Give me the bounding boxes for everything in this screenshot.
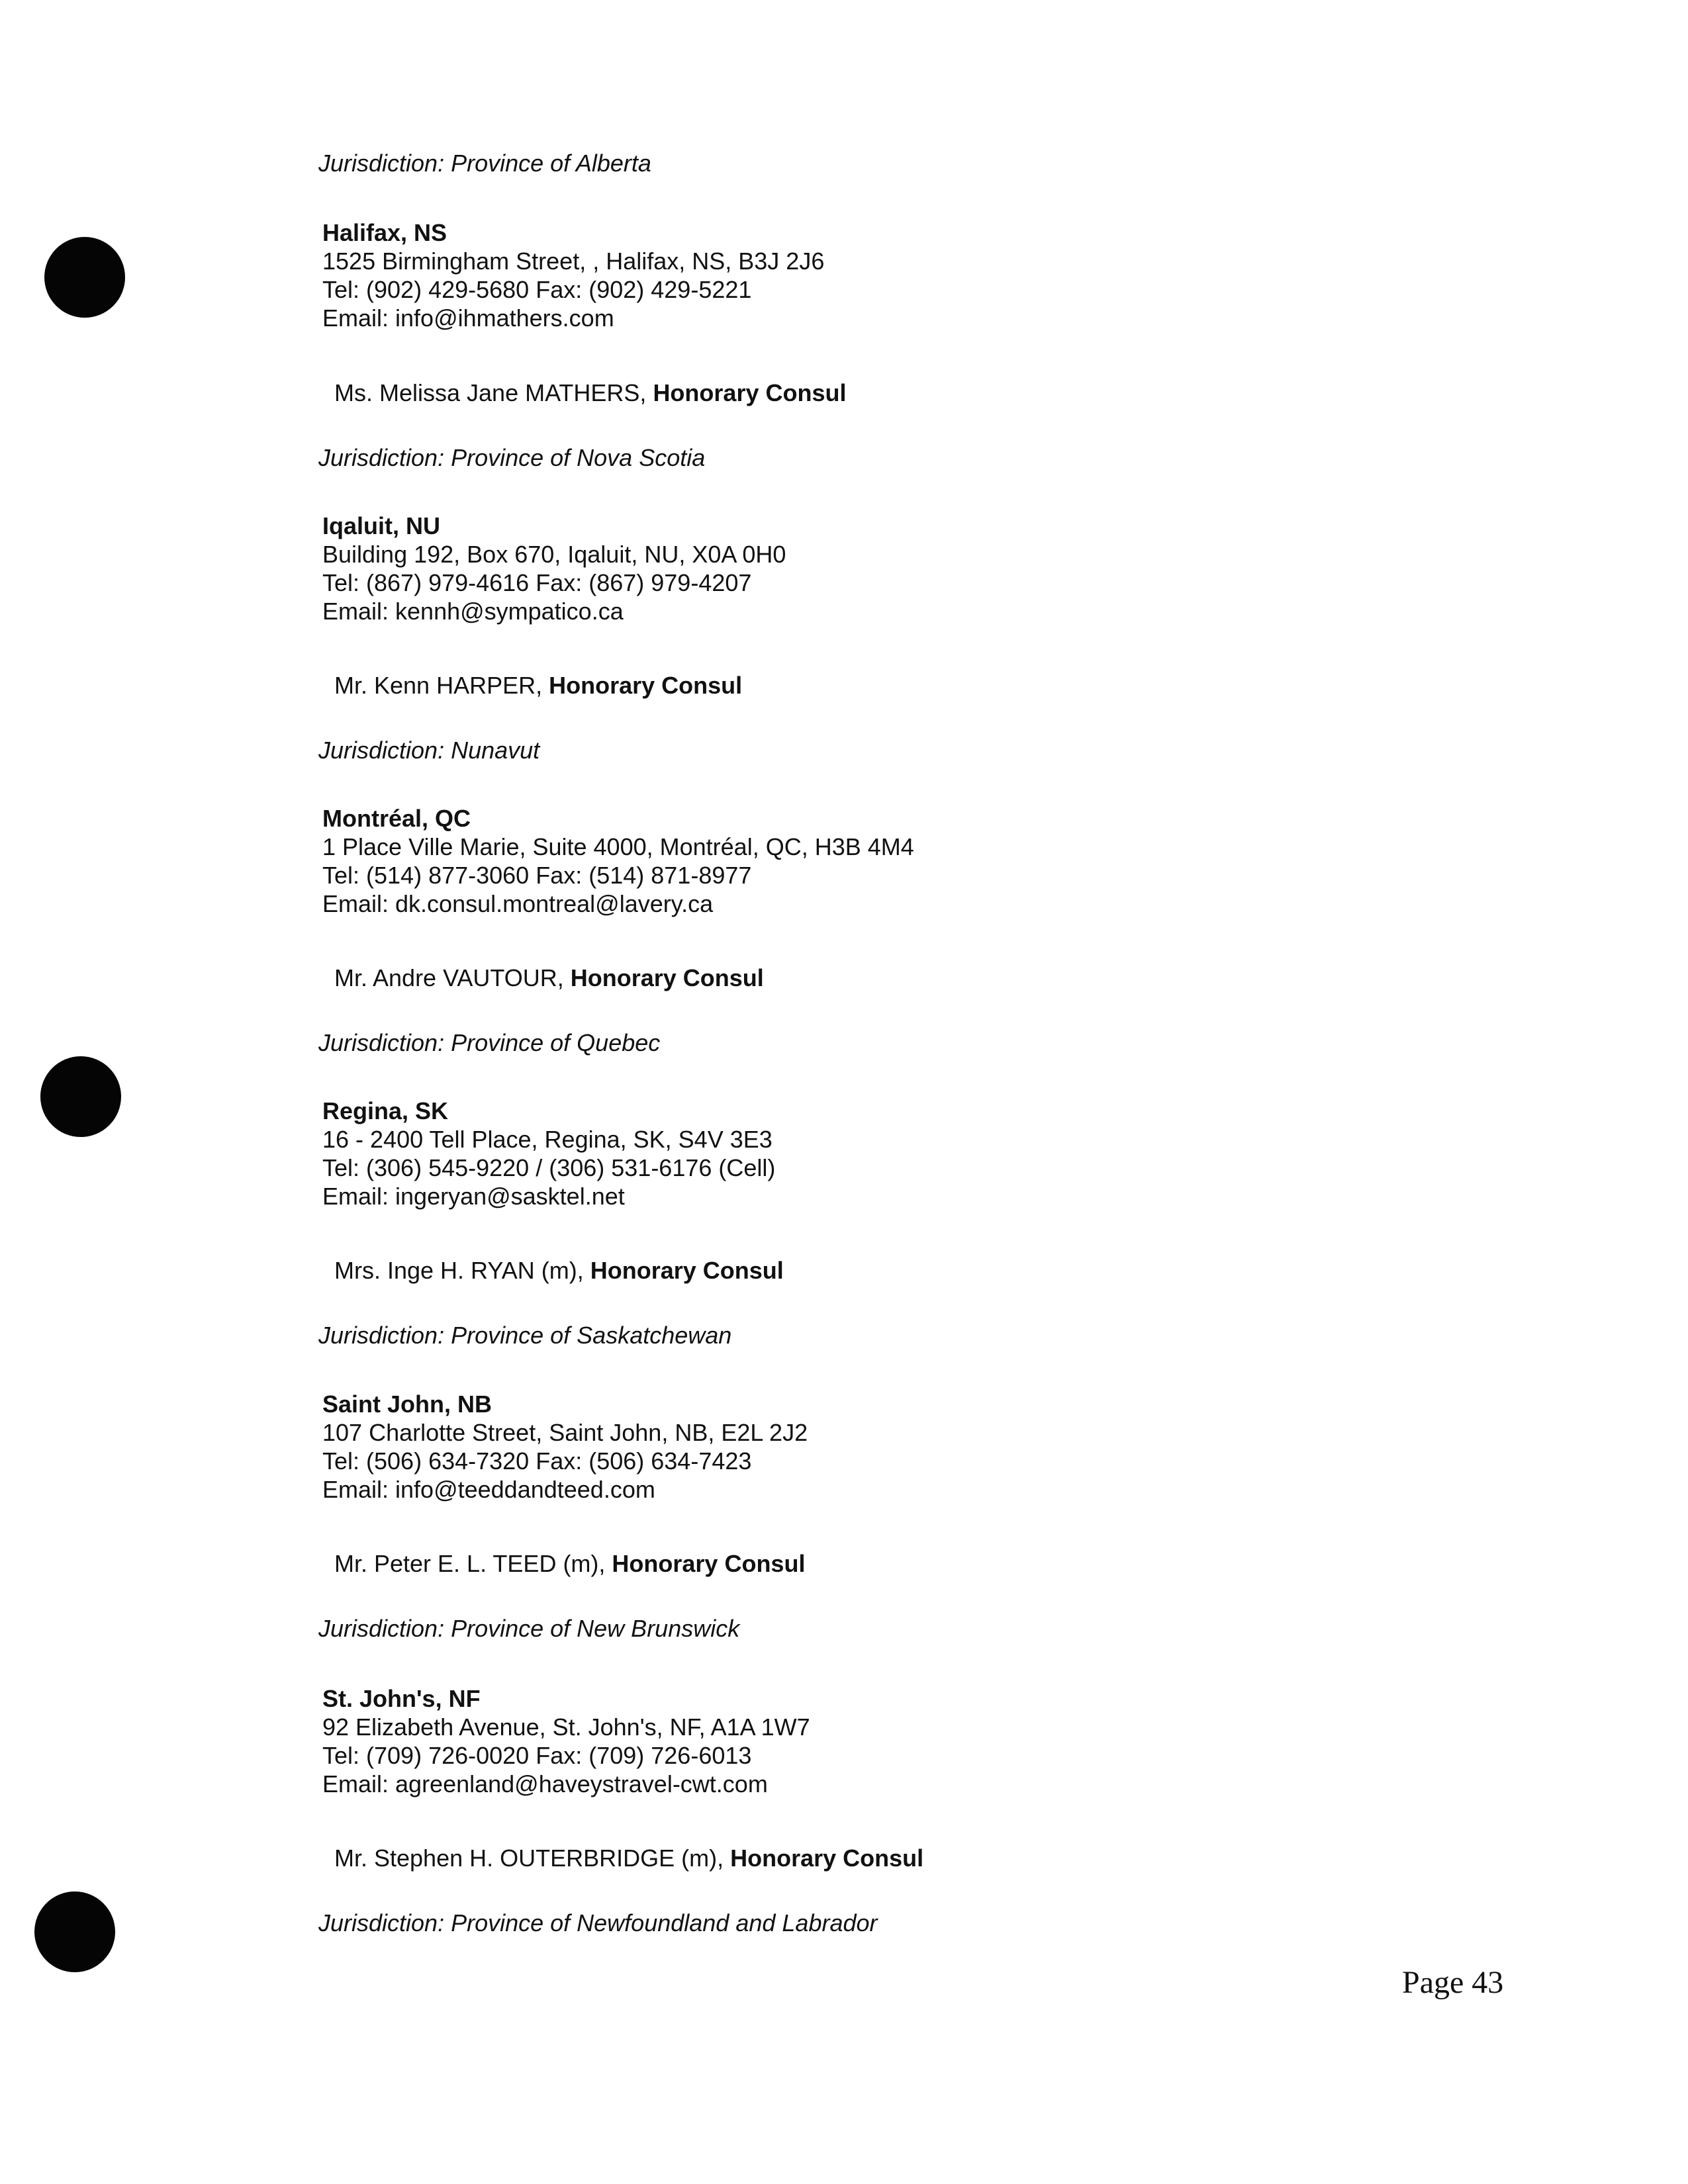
address: Building 192, Box 670, Iqaluit, NU, X0A 0H0 xyxy=(322,541,786,568)
consul-name: Mr. Andre VAUTOUR, xyxy=(334,964,571,991)
address: 16 - 2400 Tell Place, Regina, SK, S4V 3E3 xyxy=(322,1126,773,1153)
jurisdiction: Jurisdiction: Province of Nova Scotia xyxy=(318,444,706,471)
consul-title: Honorary Consul xyxy=(570,964,764,991)
city-heading: St. John's, NF xyxy=(322,1685,481,1712)
consul-title: Honorary Consul xyxy=(590,1257,784,1284)
phone-fax: Tel: (867) 979-4616 Fax: (867) 979-4207 xyxy=(322,569,752,596)
page-number: Page 43 xyxy=(1402,1965,1504,2000)
consul-title: Honorary Consul xyxy=(612,1550,806,1577)
consul-line xyxy=(334,1844,923,1872)
address: 1525 Birmingham Street, , Halifax, NS, B3J 2J6 xyxy=(322,248,825,275)
address: 107 Charlotte Street, Saint John, NB, E2L 2J2 xyxy=(322,1419,808,1446)
email: Email: agreenland@haveystravel-cwt.com xyxy=(322,1770,768,1797)
city-heading: Iqaluit, NU xyxy=(322,512,440,539)
phone-fax: Tel: (709) 726-0020 Fax: (709) 726-6013 xyxy=(322,1742,752,1769)
city-heading: Saint John, NB xyxy=(322,1390,492,1418)
email: Email: kennh@sympatico.ca xyxy=(322,598,624,625)
consul-name: Mr. Stephen H. OUTERBRIDGE (m), xyxy=(334,1844,731,1872)
binder-hole xyxy=(34,1891,115,1972)
city-heading: Halifax, NS xyxy=(322,219,447,246)
consul-name: Ms. Melissa Jane MATHERS, xyxy=(334,379,653,406)
jurisdiction: Jurisdiction: Province of Alberta xyxy=(318,150,651,177)
phone-fax: Tel: (902) 429-5680 Fax: (902) 429-5221 xyxy=(322,276,752,303)
consul-title: Honorary Consul xyxy=(653,379,847,406)
phone-fax: Tel: (506) 634-7320 Fax: (506) 634-7423 xyxy=(322,1447,752,1475)
consul-line xyxy=(334,379,846,407)
binder-hole xyxy=(40,1056,121,1137)
jurisdiction: Jurisdiction: Province of Newfoundland and Labrador xyxy=(318,1909,878,1936)
consul-title: Honorary Consul xyxy=(730,1844,924,1872)
consul-line xyxy=(334,964,764,992)
consul-line xyxy=(334,1549,805,1578)
address: 92 Elizabeth Avenue, St. John's, NF, A1A 1W7 xyxy=(322,1713,810,1741)
jurisdiction: Jurisdiction: Province of New Brunswick xyxy=(318,1615,740,1642)
jurisdiction: Jurisdiction: Province of Quebec xyxy=(318,1029,661,1056)
consul-line xyxy=(334,671,742,700)
address: 1 Place Ville Marie, Suite 4000, Montréal, QC, H3B 4M4 xyxy=(322,833,914,860)
consul-title: Honorary Consul xyxy=(549,672,743,699)
city-heading: Montréal, QC xyxy=(322,805,471,832)
consul-name: Mr. Peter E. L. TEED (m), xyxy=(334,1550,612,1577)
phone-fax: Tel: (306) 545-9220 / (306) 531-6176 (Cell) xyxy=(322,1154,776,1181)
email: Email: ingeryan@sasktel.net xyxy=(322,1183,625,1210)
consul-name: Mr. Kenn HARPER, xyxy=(334,672,549,699)
binder-hole xyxy=(44,237,125,318)
jurisdiction: Jurisdiction: Nunavut xyxy=(318,737,540,764)
city-heading: Regina, SK xyxy=(322,1097,449,1124)
consul-line xyxy=(334,1256,784,1285)
consul-name: Mrs. Inge H. RYAN (m), xyxy=(334,1257,590,1284)
email: Email: info@teeddandteed.com xyxy=(322,1476,655,1503)
jurisdiction: Jurisdiction: Province of Saskatchewan xyxy=(318,1322,732,1349)
email: Email: info@ihmathers.com xyxy=(322,304,614,332)
phone-fax: Tel: (514) 877-3060 Fax: (514) 871-8977 xyxy=(322,862,752,889)
email: Email: dk.consul.montreal@lavery.ca xyxy=(322,890,714,917)
